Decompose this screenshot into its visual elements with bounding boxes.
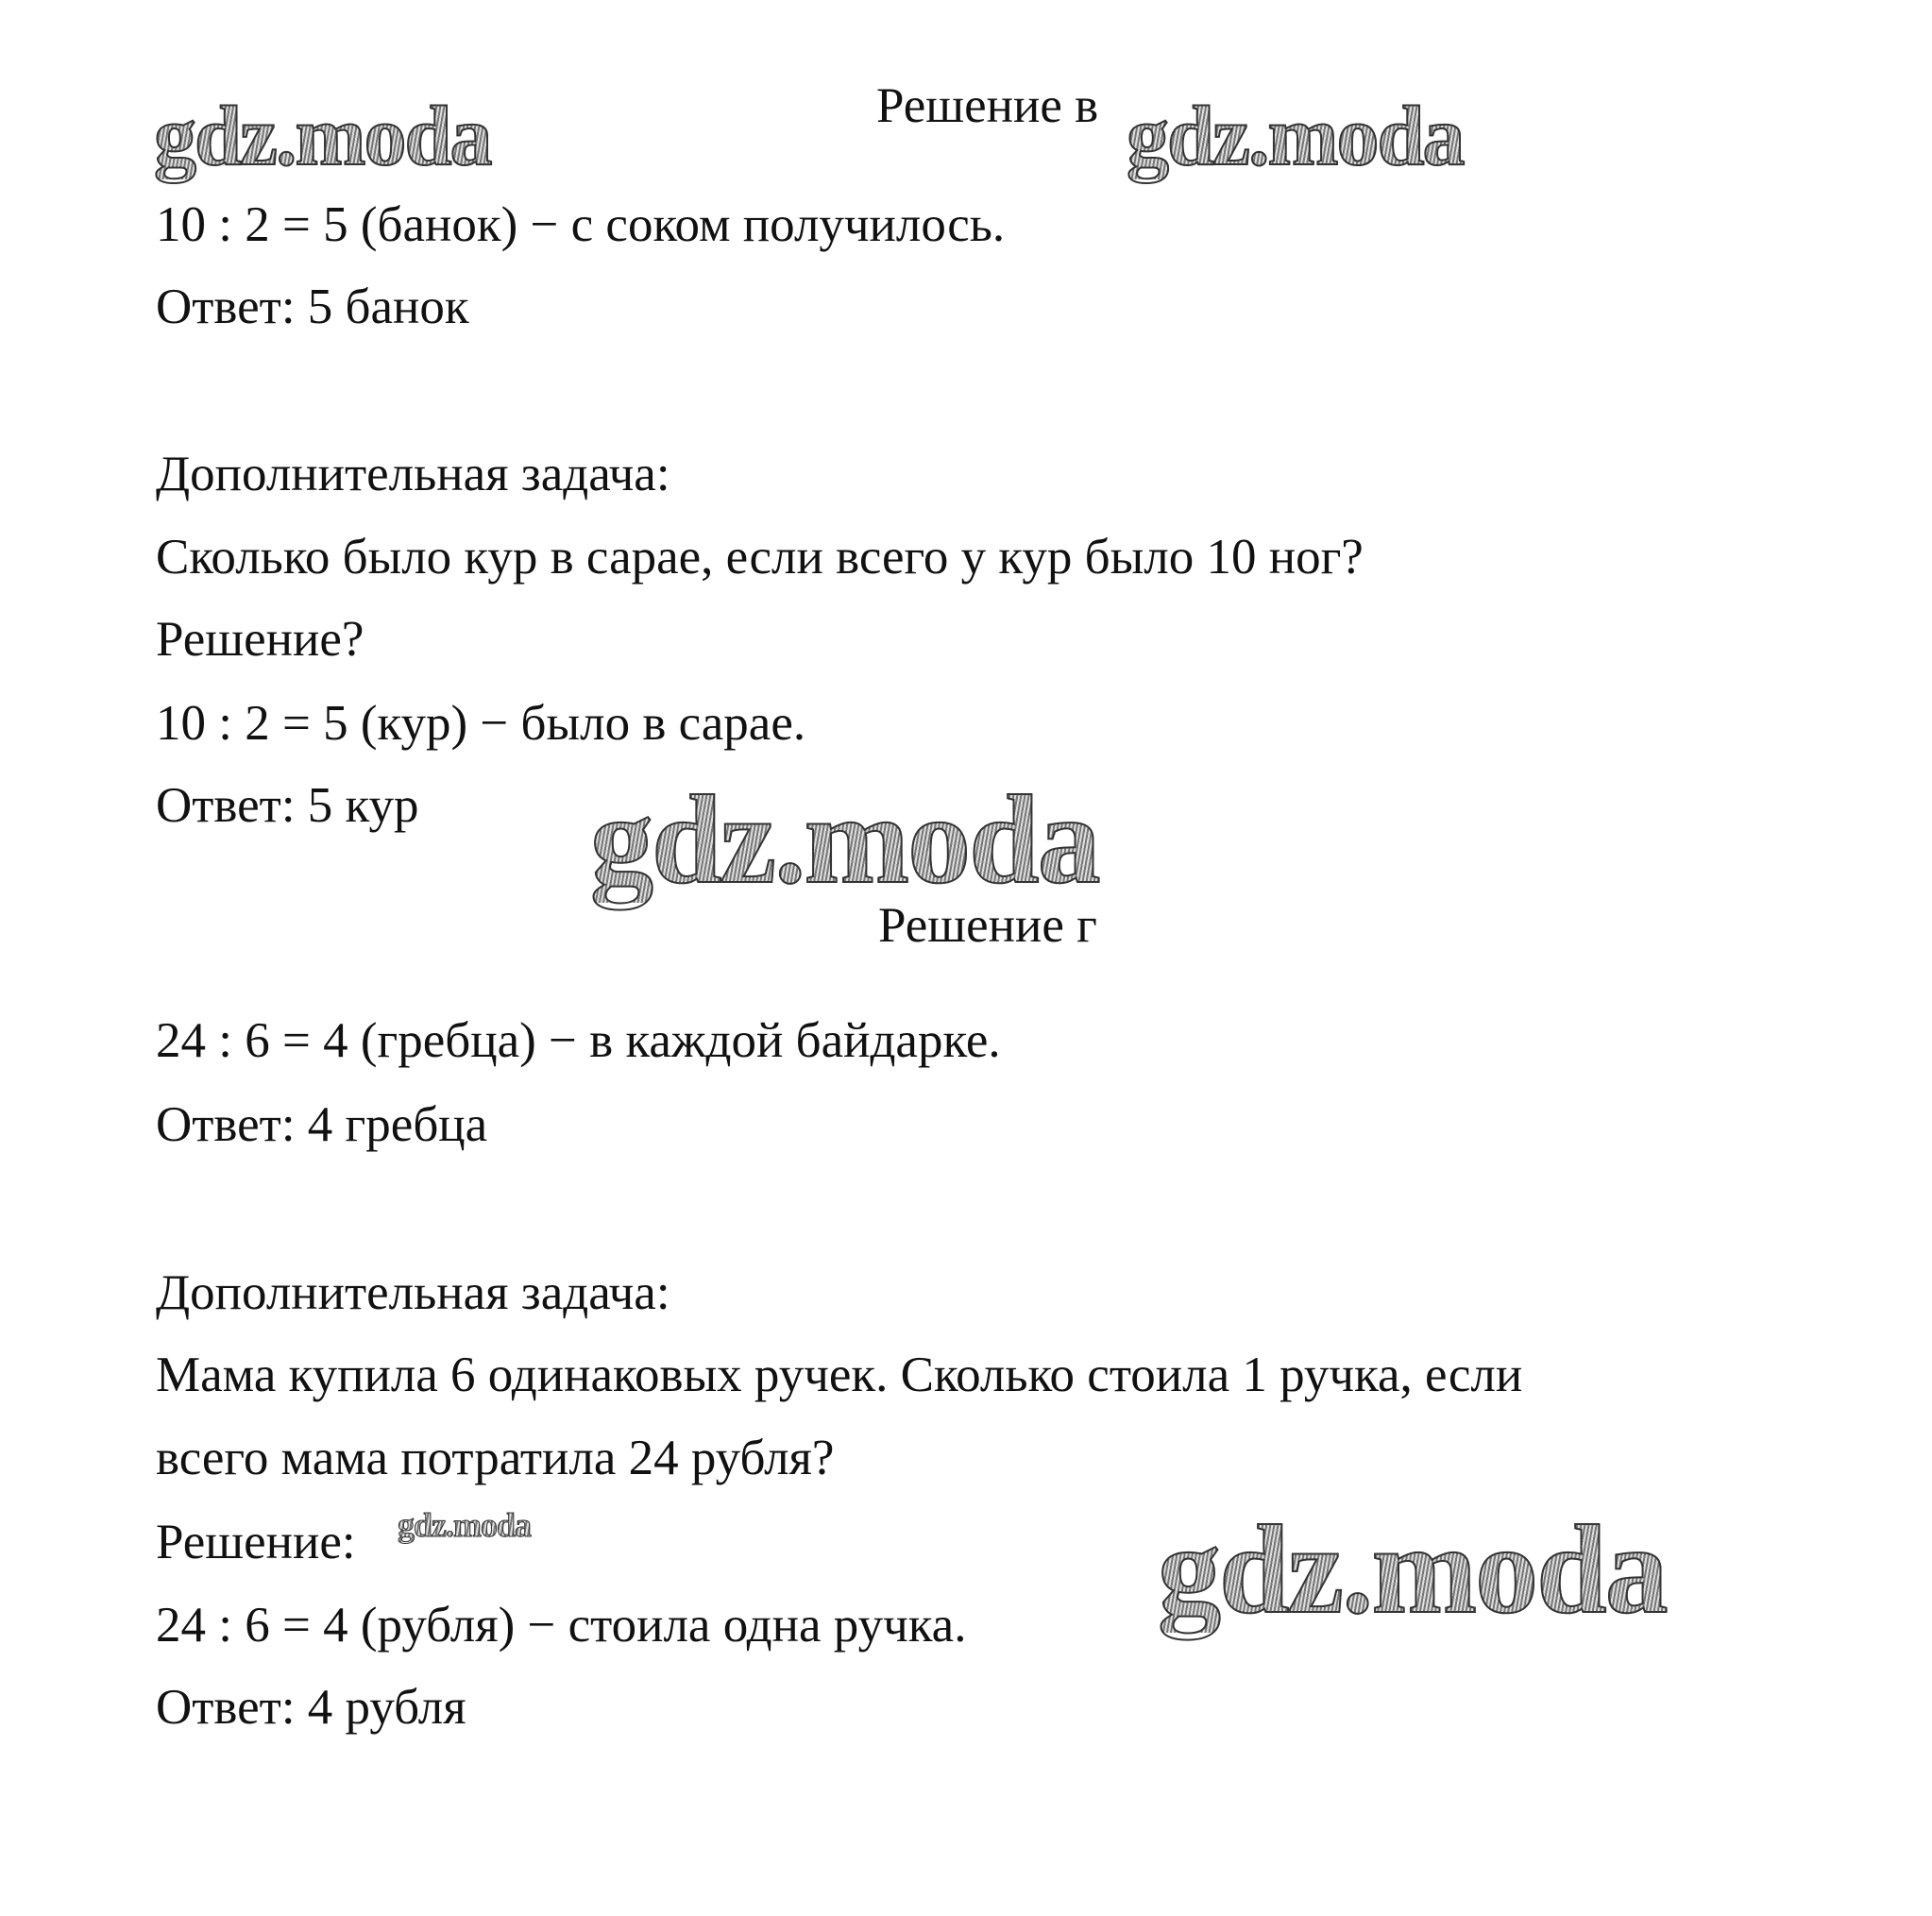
heading-solution-v: Решение в — [876, 78, 1099, 133]
extra-task-question: Мама купила 6 одинаковых ручек. Сколько стоила 1 ручка, если — [156, 1348, 1523, 1402]
calc-line: 24 : 6 = 4 (рубля) − стоила одна ручка. — [156, 1598, 967, 1653]
watermark-logo: gdz.moda — [1158, 1500, 1667, 1639]
answer-line: Ответ: 5 банок — [156, 280, 469, 334]
answer-line: Ответ: 5 кур — [156, 778, 419, 833]
calc-line: 10 : 2 = 5 (кур) − было в сарае. — [156, 696, 806, 751]
calc-line: 24 : 6 = 4 (гребца) − в каждой байдарке. — [156, 1013, 1001, 1068]
extra-task-title: Дополнительная задача: — [156, 447, 670, 501]
heading-solution-g: Решение г — [878, 898, 1097, 953]
watermark-logo: gdz.moda — [154, 90, 491, 183]
watermark-logo: gdz.moda — [1127, 90, 1464, 183]
answer-line: Ответ: 4 рубля — [156, 1680, 466, 1735]
calc-line: 10 : 2 = 5 (банок) − с соком получилось. — [156, 197, 1006, 252]
watermark-logo-small: gdz.moda — [398, 1506, 532, 1544]
solution-label: Решение: — [156, 1515, 356, 1569]
solution-label: Решение? — [156, 612, 364, 667]
extra-task-title: Дополнительная задача: — [156, 1265, 670, 1320]
extra-task-question: Сколько было кур в сарае, если всего у кур было 10 ног? — [156, 530, 1364, 585]
extra-task-question: всего мама потратила 24 рубля? — [156, 1431, 835, 1485]
watermark-logo: gdz.moda — [590, 770, 1099, 909]
answer-line: Ответ: 4 гребца — [156, 1097, 488, 1152]
